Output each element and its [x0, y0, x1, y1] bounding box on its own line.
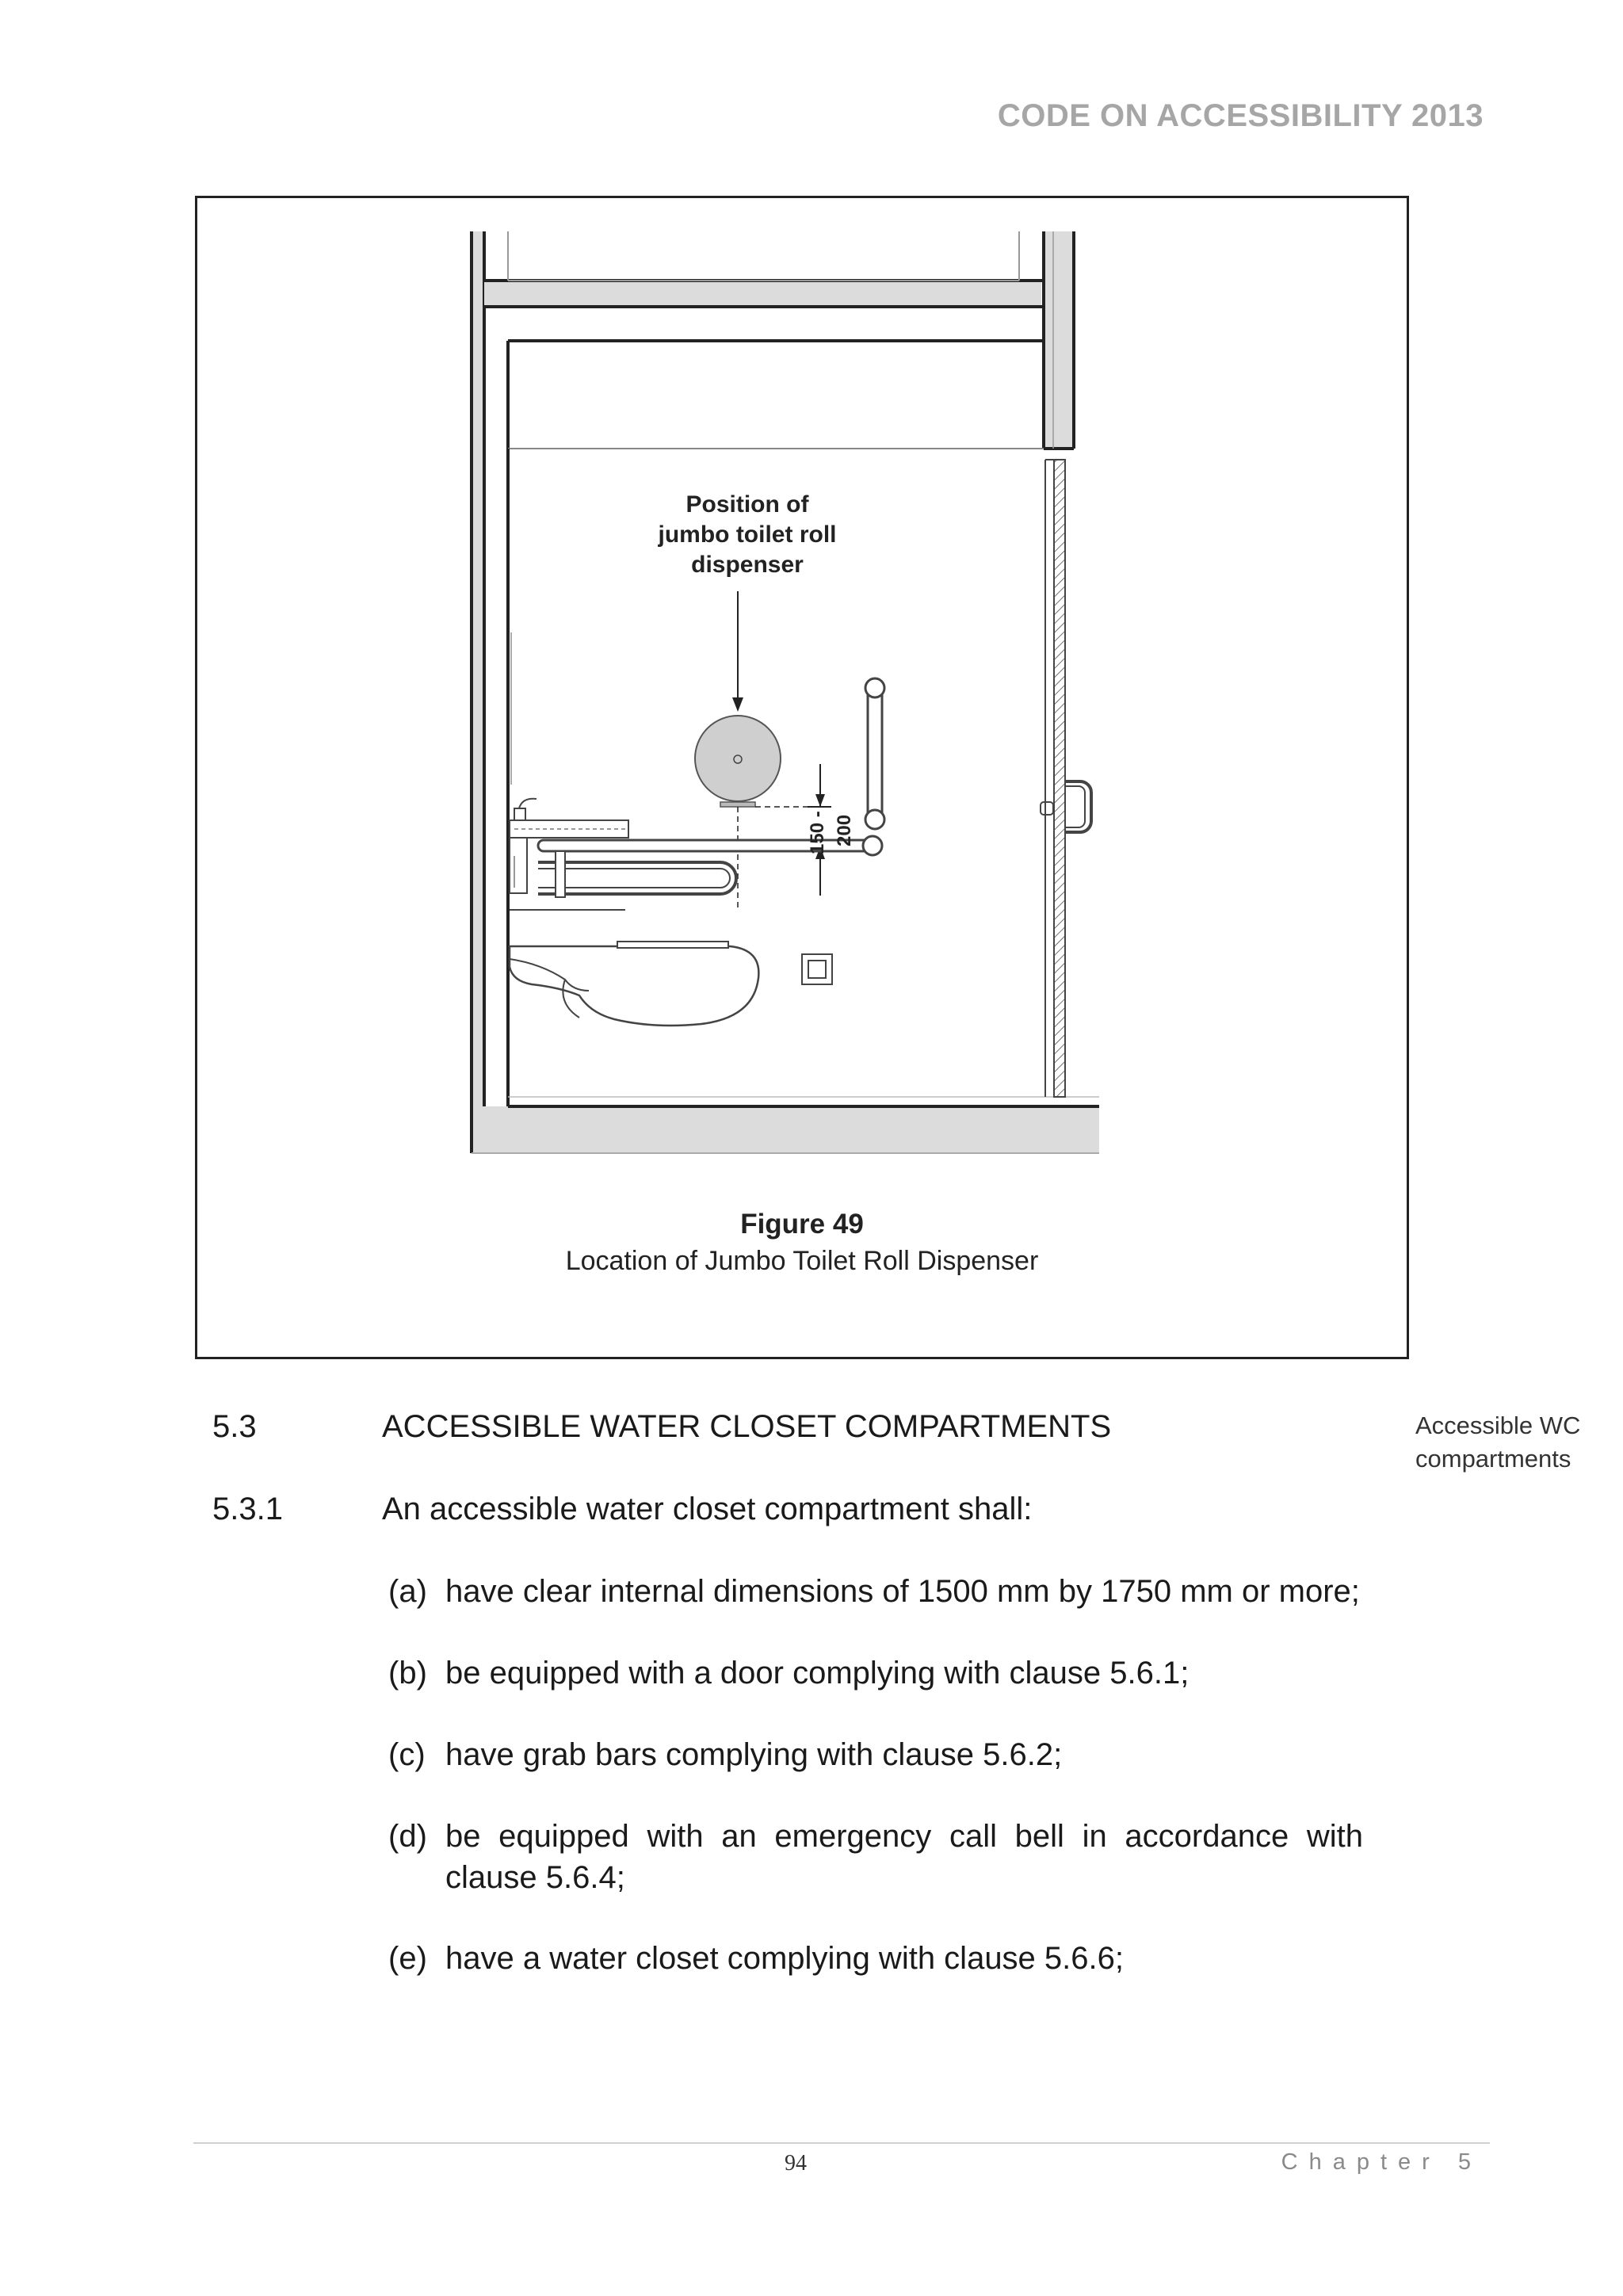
list-item-text: have clear internal dimensions of 1500 mm by 1750 mm or more;: [445, 1574, 1360, 1609]
callout-arrow: [732, 591, 743, 712]
callout-line-2: jumbo toilet roll: [658, 521, 837, 548]
list-item-label: (e): [388, 1941, 427, 1976]
left-wall: [472, 231, 484, 1153]
list-item: [388, 1652, 1363, 1694]
figure-frame: [195, 196, 1409, 1359]
chapter-label: Chapter 5: [1281, 2149, 1482, 2175]
list-item: [388, 1938, 1363, 1979]
list-item-text: be equipped with an emergency call bell in accordance with clause 5.6.4;: [445, 1819, 1363, 1895]
section-number: 5.3: [212, 1409, 257, 1444]
clause-intro: An accessible water closet compartment shall:: [382, 1492, 1033, 1526]
list-item: [388, 1816, 1363, 1898]
list-item: [388, 1734, 1363, 1775]
horizontal-grab-bar: [538, 836, 882, 894]
callout-line-3: dispenser: [691, 552, 804, 578]
section-heading: ACCESSIBLE WATER CLOSET COMPARTMENTS: [382, 1409, 1112, 1444]
list-item: [388, 1571, 1363, 1612]
figure-caption: Location of Jumbo Toilet Roll Dispenser: [565, 1246, 1039, 1276]
list-item-text: have grab bars complying with clause 5.6.2;: [445, 1737, 1063, 1772]
floor-slab: [472, 1097, 1099, 1153]
dimension-label-1: 150 -: [807, 811, 828, 854]
margin-note-line-2: compartments: [1415, 1445, 1571, 1473]
footer-divider: [193, 2142, 1490, 2144]
list-item-label: (a): [388, 1574, 427, 1609]
figure-number: Figure 49: [740, 1209, 864, 1240]
page-number: 94: [785, 2151, 807, 2176]
flush-plate: [802, 954, 832, 984]
toilet-roll-dispenser: [695, 716, 781, 807]
vertical-grab-bar: [865, 678, 884, 829]
door-panel: [1041, 460, 1091, 1097]
dimension-label-2: 200: [834, 814, 855, 846]
list-item-text: be equipped with a door complying with clause 5.6.1;: [445, 1656, 1190, 1690]
list-item-text: have a water closet complying with clause 5.6.6;: [445, 1941, 1124, 1976]
running-header: CODE ON ACCESSIBILITY 2013: [997, 98, 1484, 133]
list-item-label: (b): [388, 1656, 427, 1690]
toilet-pan: [510, 942, 758, 1026]
clause-number: 5.3.1: [212, 1492, 283, 1526]
margin-note-line-1: Accessible WC: [1415, 1412, 1581, 1439]
margin-note: [1415, 1409, 1590, 1476]
toilet-plan-drawing: [197, 198, 1407, 1357]
list-item-label: (c): [388, 1737, 426, 1772]
callout-line-1: Position of: [685, 491, 809, 518]
list-item-label: (d): [388, 1819, 427, 1854]
